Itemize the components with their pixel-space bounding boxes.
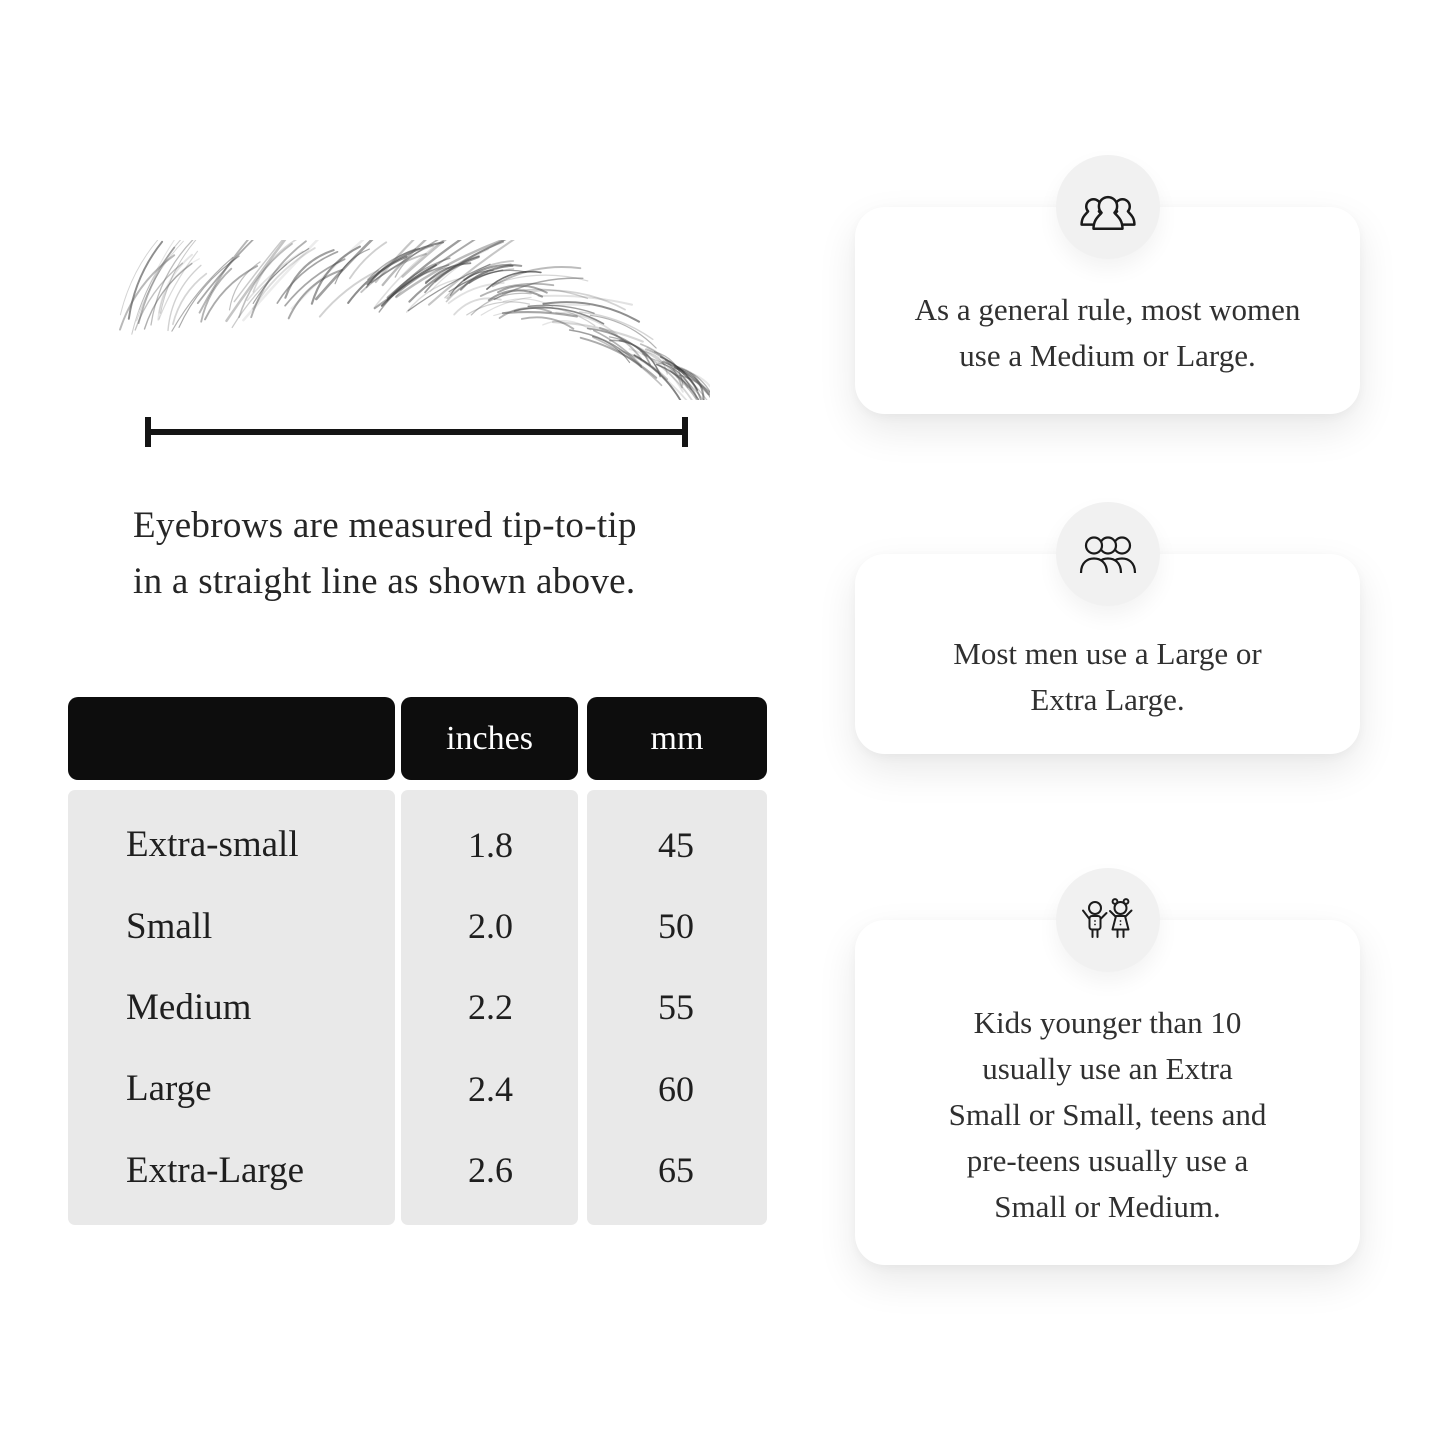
measurement-line-cap-right	[682, 417, 688, 447]
table-row	[68, 967, 767, 1048]
row-mm: 60	[658, 1068, 694, 1109]
measurement-line-cap-left	[145, 417, 151, 447]
caption-line: in a straight line as shown above.	[133, 561, 636, 602]
row-label: Extra-Large	[126, 1149, 305, 1191]
row-mm: 45	[658, 824, 694, 865]
card-text-line: Most men use a Large or	[953, 635, 1262, 671]
icon-circle	[1056, 868, 1160, 972]
table-header-cell-size	[68, 697, 395, 780]
children-icon	[1079, 896, 1137, 944]
table-row	[68, 1130, 767, 1211]
info-card-men	[855, 554, 1360, 754]
table-row	[68, 885, 767, 966]
table-header-label: mm	[650, 719, 704, 757]
card-text-line: Small or Medium.	[994, 1189, 1221, 1224]
row-inches: 1.8	[468, 824, 513, 865]
row-inches: 2.4	[468, 1068, 513, 1109]
card-text-line: Extra Large.	[1030, 681, 1185, 717]
card-text-line: pre-teens usually use a	[966, 1143, 1249, 1178]
card-text-line: usually use an Extra	[982, 1051, 1233, 1086]
measurement-line	[145, 429, 688, 435]
info-card-kids	[855, 920, 1360, 1265]
row-label: Medium	[126, 986, 252, 1028]
card-text-line: use a Medium or Large.	[959, 338, 1256, 373]
info-card-women	[855, 207, 1360, 414]
card-text-line: As a general rule, most women	[914, 292, 1301, 327]
table-body	[68, 790, 767, 1225]
row-mm: 65	[658, 1150, 694, 1191]
card-text-line: Small or Small, teens and	[948, 1097, 1267, 1132]
table-header-cell-inches	[401, 697, 578, 780]
row-mm: 50	[658, 906, 694, 947]
caption-line: Eyebrows are measured tip-to-tip	[133, 505, 637, 546]
eyebrow-illustration	[110, 240, 710, 400]
row-inches: 2.6	[468, 1150, 513, 1191]
men-group-icon	[1078, 530, 1138, 578]
row-label: Small	[126, 905, 213, 947]
card-text-line: Kids younger than 10	[973, 1005, 1242, 1040]
row-inches: 2.0	[468, 906, 513, 947]
table-row	[68, 804, 767, 885]
women-group-icon	[1079, 182, 1137, 232]
icon-circle	[1056, 155, 1160, 259]
table-header-cell-mm	[587, 697, 767, 780]
table-row	[68, 1048, 767, 1129]
row-inches: 2.2	[468, 987, 513, 1028]
measurement-caption	[133, 498, 637, 610]
row-label: Large	[126, 1068, 212, 1110]
row-label: Extra-small	[126, 824, 299, 866]
icon-circle	[1056, 502, 1160, 606]
table-header-label: inches	[446, 719, 533, 757]
row-mm: 55	[658, 987, 694, 1028]
